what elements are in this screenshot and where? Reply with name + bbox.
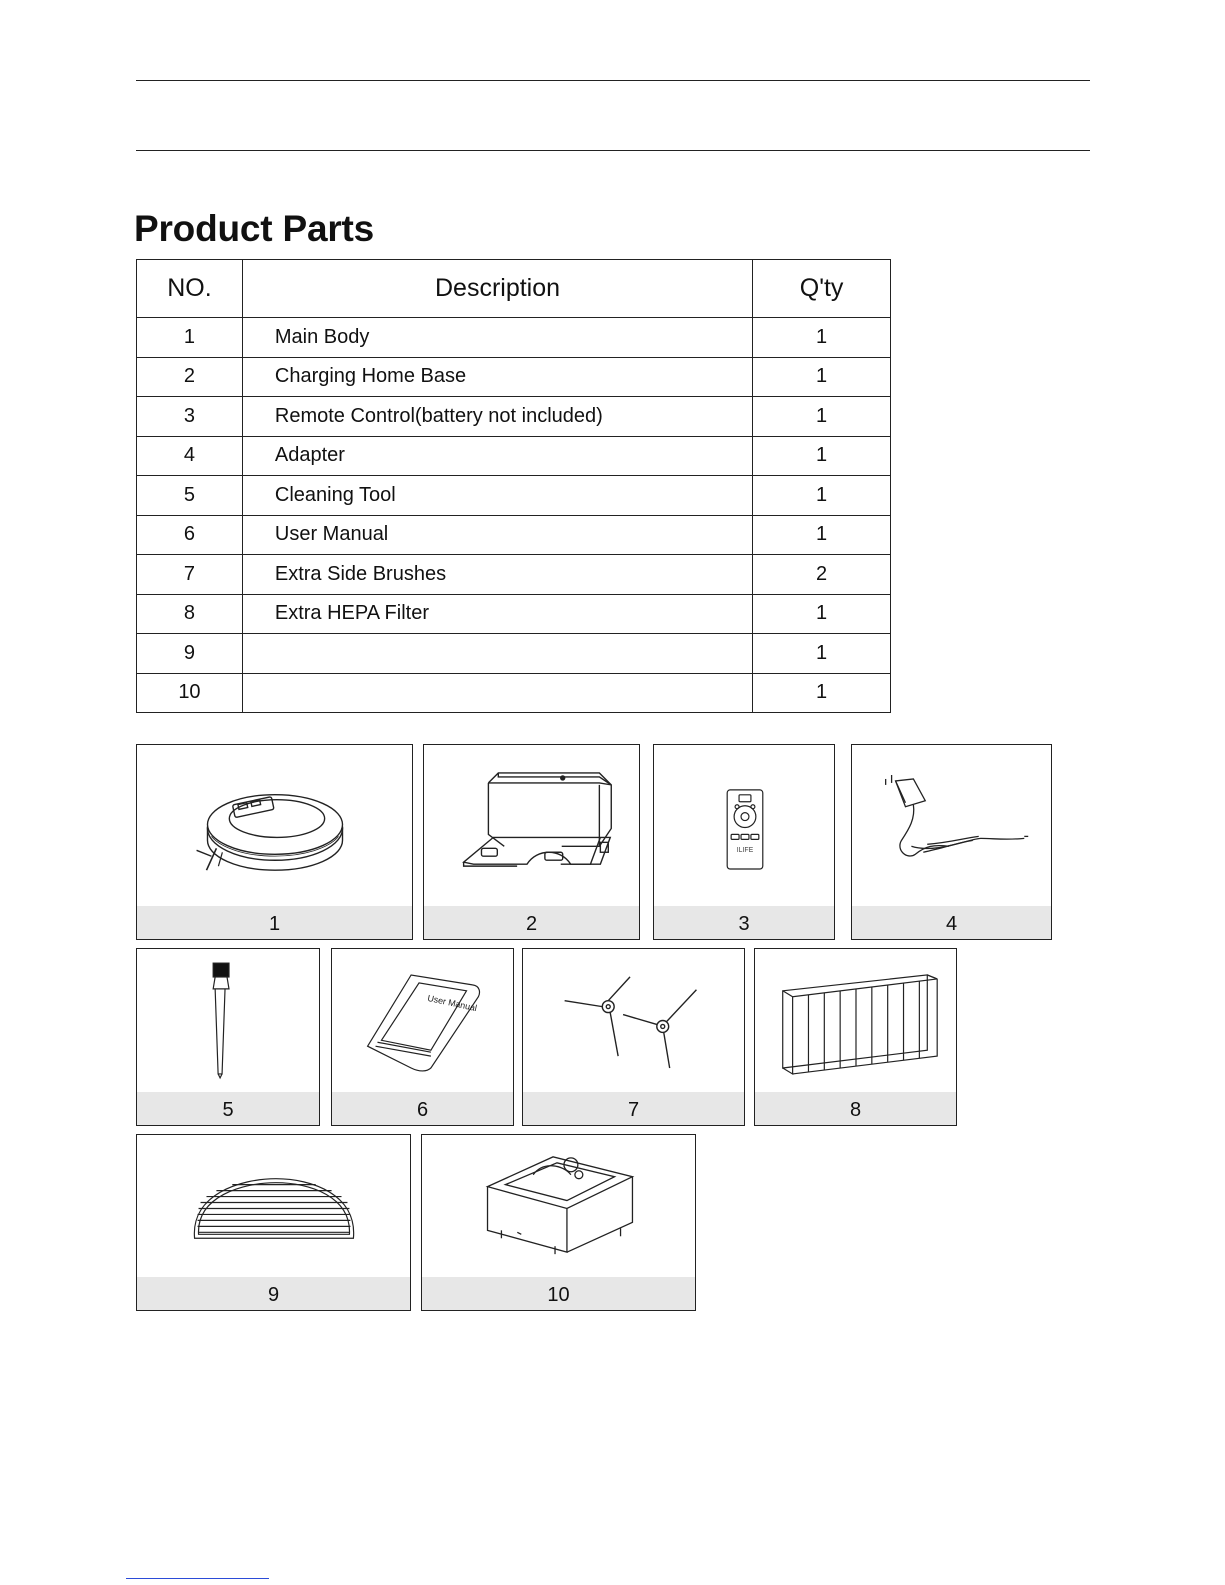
part-box-8 [754, 948, 957, 1126]
row-qty: 2 [753, 555, 891, 595]
row-qty: 1 [753, 476, 891, 516]
part-label: 9 [137, 1277, 410, 1310]
page-title: Product Parts [134, 208, 375, 249]
remote-control-icon [654, 745, 834, 906]
row-no: 5 [137, 476, 243, 516]
row-qty: 1 [753, 594, 891, 634]
user-manual-icon [332, 949, 513, 1092]
footer-link-underline [126, 1578, 269, 1579]
part-label: 5 [137, 1092, 319, 1125]
cleaning-brush-icon [137, 949, 319, 1092]
table-row [137, 318, 891, 358]
row-no: 9 [137, 634, 243, 674]
table-row [137, 634, 891, 674]
part-box-7 [522, 948, 745, 1126]
part-box-6 [331, 948, 514, 1126]
table-row [137, 515, 891, 555]
charging-base-icon [424, 745, 639, 906]
table-row [137, 476, 891, 516]
row-qty: 1 [753, 436, 891, 476]
part-box-4 [851, 744, 1052, 940]
part-label: 1 [137, 906, 412, 939]
row-no: 3 [137, 397, 243, 437]
row-no: 6 [137, 515, 243, 555]
row-no: 7 [137, 555, 243, 595]
table-row [137, 555, 891, 595]
mop-pad-icon [137, 1135, 410, 1277]
part-box-10 [421, 1134, 696, 1311]
part-label: 8 [755, 1092, 956, 1125]
part-label: 10 [422, 1277, 695, 1310]
table-row [137, 436, 891, 476]
robot-vacuum-icon [137, 745, 412, 906]
hepa-filter-icon [755, 949, 956, 1092]
header-rule-bottom [136, 150, 1090, 151]
side-brushes-icon [523, 949, 744, 1092]
row-description: Extra Side Brushes [242, 555, 752, 595]
part-box-9 [136, 1134, 411, 1311]
header-qty: Q'ty [753, 260, 891, 318]
row-no: 10 [137, 673, 243, 713]
row-no: 8 [137, 594, 243, 634]
part-label: 2 [424, 906, 639, 939]
part-box-1 [136, 744, 413, 940]
row-no: 2 [137, 357, 243, 397]
row-no: 4 [137, 436, 243, 476]
table-header-row [137, 260, 891, 318]
manual-cover-text: User Manual [426, 992, 478, 1014]
water-tank-icon [422, 1135, 695, 1277]
header-no: NO. [137, 260, 243, 318]
part-label: 7 [523, 1092, 744, 1125]
row-description: Adapter [242, 436, 752, 476]
table-row [137, 594, 891, 634]
parts-table [136, 259, 891, 713]
row-description: Main Body [242, 318, 752, 358]
adapter-icon [852, 745, 1051, 906]
row-description: Extra HEPA Filter [242, 594, 752, 634]
table-row [137, 397, 891, 437]
row-description: Remote Control(battery not included) [242, 397, 752, 437]
row-qty: 1 [753, 397, 891, 437]
header-description: Description [242, 260, 752, 318]
part-label: 4 [852, 906, 1051, 939]
row-qty: 1 [753, 634, 891, 674]
row-description: User Manual [242, 515, 752, 555]
row-qty: 1 [753, 515, 891, 555]
row-description: Cleaning Tool [242, 476, 752, 516]
row-description [242, 673, 752, 713]
row-description: Charging Home Base [242, 357, 752, 397]
row-qty: 1 [753, 318, 891, 358]
table-row [137, 357, 891, 397]
part-box-5 [136, 948, 320, 1126]
header-rule-top [136, 80, 1090, 81]
row-qty: 1 [753, 357, 891, 397]
part-box-3 [653, 744, 835, 940]
part-label: 3 [654, 906, 834, 939]
row-no: 1 [137, 318, 243, 358]
row-qty: 1 [753, 673, 891, 713]
part-box-2 [423, 744, 640, 940]
remote-brand-text: ILIFE [736, 847, 754, 855]
table-row [137, 673, 891, 713]
part-label: 6 [332, 1092, 513, 1125]
row-description [242, 634, 752, 674]
